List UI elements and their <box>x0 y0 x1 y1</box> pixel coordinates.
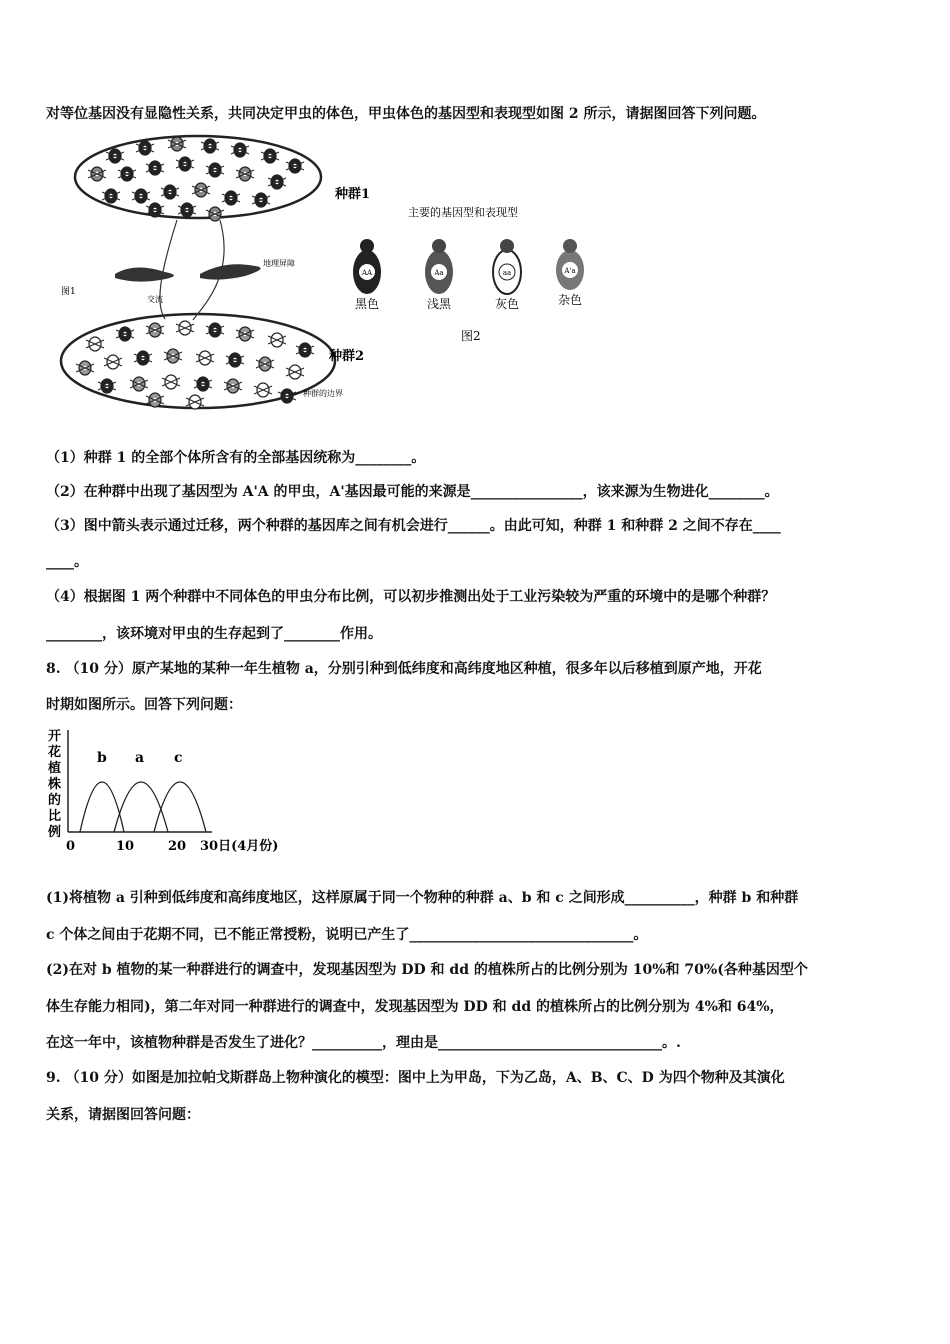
pop1-label: 种群1 <box>335 187 371 202</box>
exchange-label: 交流 <box>147 295 163 304</box>
beetle-icon <box>296 343 314 357</box>
beetle-icon <box>146 161 164 175</box>
beetle-icon <box>136 141 154 155</box>
population2-beetles <box>76 321 314 409</box>
migration-arrow-left <box>160 220 177 319</box>
beetle-icon <box>162 375 180 389</box>
phenotype-label: 灰色 <box>494 297 520 311</box>
tick-10: 10 <box>116 839 135 854</box>
beetle-icon <box>192 183 210 197</box>
pop2-label: 种群2 <box>329 349 365 364</box>
mountain-left <box>115 267 174 281</box>
question-3: （3）图中箭头表示通过迁移，两个种群的基因库之间有机会进行______。由此可知，种群 1 和种群 2 之间不存在____ <box>46 518 781 534</box>
beetle-icon <box>106 149 124 163</box>
beetle-icon <box>118 167 136 181</box>
question-1: （1）种群 1 的全部个体所含有的全部基因统称为________。 <box>46 450 426 466</box>
q8-line1: 8. （10 分）原产某地的某种一年生植物 a，分别引种到低纬度和高纬度地区种植，很多年以后移植到原产地，开花 <box>46 661 762 677</box>
flowering-chart <box>44 722 284 862</box>
genotype-label: AA <box>361 269 373 277</box>
beetle-icon <box>176 157 194 171</box>
question-3-cont: ____。 <box>46 554 88 570</box>
beetle-icon <box>102 189 120 203</box>
beetle-icon <box>194 377 212 391</box>
beetle-icon <box>130 377 148 391</box>
beetle-icon <box>98 379 116 393</box>
genotype-label: Aa <box>434 269 444 277</box>
beetle-icon <box>254 383 272 397</box>
q8-sub2-line3: 在这一年中，该植物种群是否发生了进化？__________，理由是________________________________。. <box>46 1035 681 1051</box>
beetle-icon <box>236 327 254 341</box>
y-axis-label <box>47 728 61 840</box>
beetle-mixed <box>556 239 584 307</box>
beetle-icon <box>146 323 164 337</box>
beetle-icon <box>278 389 296 403</box>
beetle-icon <box>268 333 286 347</box>
question-4-cont: ________，该环境对甲虫的生存起到了________作用。 <box>46 626 382 642</box>
q8-sub2-line1: (2)在对 b 植物的某一种群进行的调查中，发现基因型为 DD 和 dd 的植株所占的比例分别为 10%和 70%(各种基因型个 <box>46 962 808 978</box>
beetle-icon <box>224 379 242 393</box>
q9-line1: 9. （10 分）如图是加拉帕戈斯群岛上物种演化的模型：图中上为甲岛，下为乙岛，A、B、C、D 为四个物种及其演化 <box>46 1070 785 1086</box>
fig2-caption: 图2 <box>461 329 481 343</box>
beetle-icon <box>134 351 152 365</box>
y-axis-label-text: 开花植株的比例 <box>48 729 62 840</box>
beetle-icon <box>222 191 240 205</box>
curve-label-c: c <box>174 750 183 766</box>
phenotype-label: 浅黑 <box>426 297 452 311</box>
beetle-icon <box>268 175 286 189</box>
q8-sub1-line1: (1)将植物 a 引种到低纬度和高纬度地区，这样原属于同一个物种的种群 a、b 和 c 之间形成__________，种群 b 和种群 <box>46 890 799 906</box>
beetle-icon <box>236 167 254 181</box>
fig1-label: 图1 <box>61 287 76 297</box>
q8-sub2-line2: 体生存能力相同)，第二年对同一种群进行的调查中，发现基因型为 DD 和 dd 的植株所占的比例分别为 4%和 64%， <box>46 999 784 1015</box>
beetle-icon <box>226 353 244 367</box>
beetle-icon <box>261 149 279 163</box>
q8-line2: 时期如图所示。回答下列问题： <box>46 697 242 713</box>
beetle-icon <box>88 167 106 181</box>
beetle-icon <box>76 361 94 375</box>
beetle-icon <box>206 163 224 177</box>
beetle-icon <box>161 185 179 199</box>
beetle-icon <box>286 159 304 173</box>
beetle-grey <box>493 239 521 311</box>
beetle-icon <box>252 193 270 207</box>
intro-text: 对等位基因没有显隐性关系，共同决定甲虫的体色，甲虫体色的基因型和表现型如图 2 所示，请据图回答下列问题。 <box>46 106 766 122</box>
curve-label-a: a <box>135 750 145 766</box>
population1-ellipse <box>75 136 321 218</box>
genotype-label: aa <box>502 269 512 277</box>
beetle-icon <box>196 351 214 365</box>
x-axis-label: 30日(4月份) <box>200 839 279 854</box>
beetle-icon <box>168 137 186 151</box>
beetle-icon <box>256 357 274 371</box>
beetle-icon <box>116 327 134 341</box>
beetle-icon <box>201 139 219 153</box>
beetle-icon <box>164 349 182 363</box>
beetle-aa-black <box>353 239 381 311</box>
question-4: （4）根据图 1 两个种群中不同体色的甲虫分布比例，可以初步推测出处于工业污染较为严重的环境中的是哪个种群？ <box>46 589 776 605</box>
tick-20: 20 <box>168 839 187 854</box>
boundary-label: 种群的边界 <box>303 389 343 398</box>
curve-label-b: b <box>97 750 107 766</box>
beetle-icon <box>231 143 249 157</box>
barrier-label: 地理屏障 <box>263 259 295 268</box>
genotype-label: A'a <box>564 267 576 275</box>
beetle-icon <box>104 355 122 369</box>
beetle-icon <box>176 321 194 335</box>
beetle-icon <box>86 337 104 351</box>
tick-0: 0 <box>66 839 76 854</box>
q8-sub1-line2: c 个体之间由于花期不同，已不能正常授粉，说明已产生了________________________________。 <box>46 927 648 943</box>
beetle-icon <box>206 323 224 337</box>
fig2-title: 主要的基因型和表现型 <box>408 206 518 219</box>
beetle-icon <box>178 203 196 217</box>
q9-line2: 关系，请据图回答问题： <box>46 1107 200 1123</box>
beetle-icon <box>286 365 304 379</box>
beetle-light-black <box>425 239 453 311</box>
phenotype-label: 杂色 <box>557 293 583 307</box>
mountain-right <box>200 264 261 279</box>
beetle-icon <box>132 189 150 203</box>
curve-b <box>80 782 124 832</box>
beetle-figure <box>55 134 600 414</box>
phenotype-label: 黑色 <box>354 297 380 311</box>
question-2: （2）在种群中出现了基因型为 A'A 的甲虫，A'基因最可能的来源是________________，该来源为生物进化________。 <box>46 484 779 500</box>
curve-c <box>154 782 206 832</box>
